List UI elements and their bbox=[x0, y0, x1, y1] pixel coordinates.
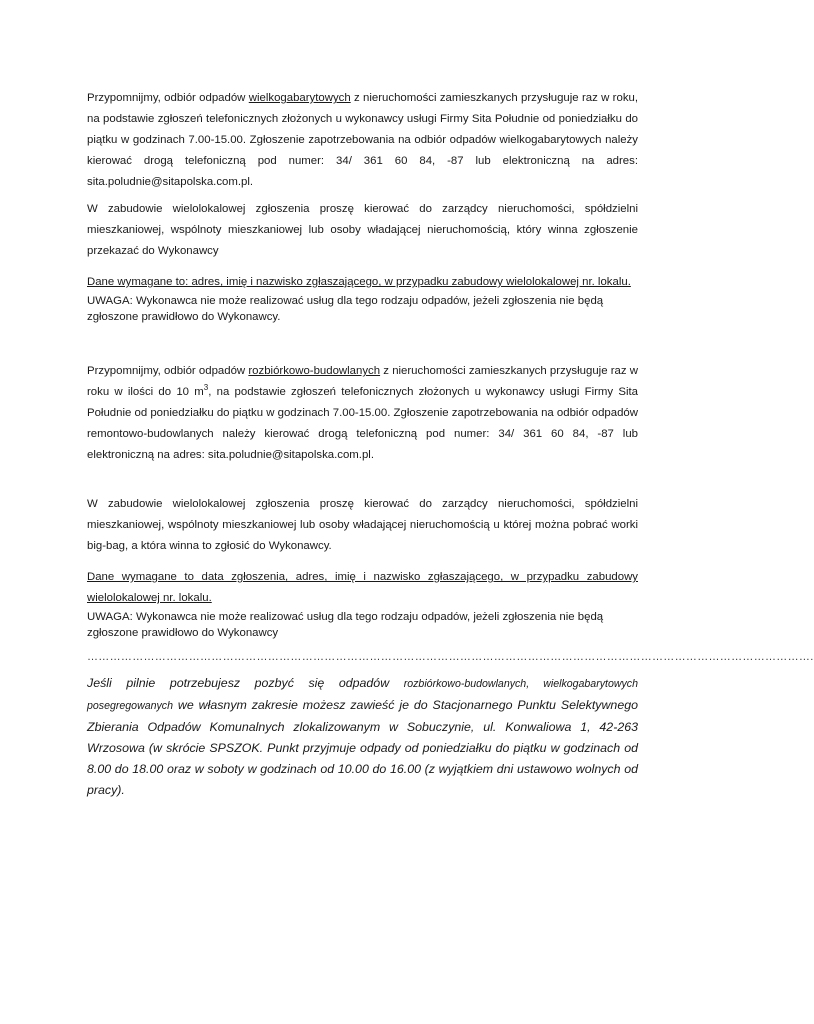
bulky-warning: UWAGA: Wykonawca nie może realizować usług dla tego rodzaju odpadów, jeżeli zgłoszenia nie będą zgłoszone prawidłowo do Wykonawcy. bbox=[87, 295, 604, 323]
construction-multifamily-paragraph: W zabudowie wielolokalowej zgłoszenia proszę kierować do zarządcy nieruchomości, spółdzielni mieszkaniowej, wspólnoty mieszkaniowej lub osoby władającej nieruchomością u której można pobrać worki big-bag, a która winna to zgłosić do Wykonawcy. bbox=[87, 498, 638, 552]
construction-waste-text-rest: , na podstawie zgłoszeń telefonicznych złożonych u wykonawcy usługi Firmy Sita Południe od poniedziałku do piątku w godzinach 7.00-15.00. Zgłoszenie zapotrzebowania na odbiór odpadów remontowo-budowlanych należy kierować drogą telefoniczną pod numer: 34/ 361 60 84, -87 lub elektroniczną na adres: sita.poludnie@sitapolska.com.pl. bbox=[87, 386, 638, 461]
bulky-waste-text-start: Przypomnijmy, odbiór odpadów bbox=[87, 92, 249, 104]
spszok-waste-types: rozbiórkowo-budowlanych, wielkogabarytowych posegregowanych bbox=[87, 678, 638, 712]
bulky-required-data: Dane wymagane to: adres, imię i nazwisko zgłaszającego, w przypadku zabudowy wielolokalowej nr. lokalu. bbox=[87, 276, 631, 288]
spszok-text-start: Jeśli pilnie potrzebujesz pozbyć się odpadów bbox=[87, 676, 404, 690]
bulky-multifamily-paragraph: W zabudowie wielolokalowej zgłoszenia proszę kierować do zarządcy nieruchomości, spółdzielni mieszkaniowej, wspólnoty mieszkaniowej lub osoby władającej nieruchomością, który winna zgłoszenie przekazać do Wykonawcy bbox=[87, 203, 638, 257]
bulky-waste-text-rest: z nieruchomości zamieszkanych przysługuje raz w roku, na podstawie zgłoszeń telefonicznych złożonych u wykonawcy usługi Firmy Sita Południe od poniedziałku do piątku w godzinach 7.00-15.00. Zgłoszenie zapotrzebowania na odbiór odpadów wielkogabarytowych należy kierować drogą telefoniczną pod numer: 34/ 361 60 84, -87 lub elektroniczną na adres: sita.poludnie@sitapolska.com.pl. bbox=[87, 92, 639, 188]
bulky-waste-term: wielkogabarytowych bbox=[248, 92, 351, 104]
construction-required-data: Dane wymagane to data zgłoszenia, adres, imię i nazwisko zgłaszającego, w przypadku zabudowy wielolokalowej nr. lokalu. bbox=[87, 571, 638, 604]
spszok-info-paragraph bbox=[87, 673, 638, 801]
bulky-waste-paragraph bbox=[87, 88, 638, 193]
cubic-superscript: 3 bbox=[203, 383, 209, 393]
construction-waste-text-start: Przypomnijmy, odbiór odpadów bbox=[87, 365, 249, 377]
spszok-text-rest: we własnym zakresie możesz zawieść je do Stacjonarnego Punktu Selektywnego Zbierania Odpadów Komunalnych zlokalizowanym w Sobuczynie, ul. Konwaliowa 1, 42-263 Wrzosowa (w skrócie SPSZOK. Punkt przyjmuje odpady od poniedziałku do piątku w godzinach od 8.00 do 18.00 oraz w soboty w godzinach od 10.00 do 16.00 (z wyjątkiem dni ustawowo wolnych od pracy). bbox=[87, 698, 638, 797]
construction-waste-term: rozbiórkowo-budowlanych bbox=[248, 365, 381, 377]
construction-waste-text-mid: z nieruchomości zamieszkanych przysługuje raz w roku w ilości do 10 m bbox=[87, 365, 639, 398]
dotted-separator: …………………………………………………………………………………………………………………………………………………………………………. bbox=[87, 651, 814, 663]
document-page bbox=[87, 88, 814, 801]
construction-waste-paragraph bbox=[87, 361, 638, 466]
construction-warning: UWAGA: Wykonawca nie może realizować usług dla tego rodzaju odpadów, jeżeli zgłoszenia nie będą zgłoszone prawidłowo do Wykonawcy bbox=[87, 611, 604, 639]
